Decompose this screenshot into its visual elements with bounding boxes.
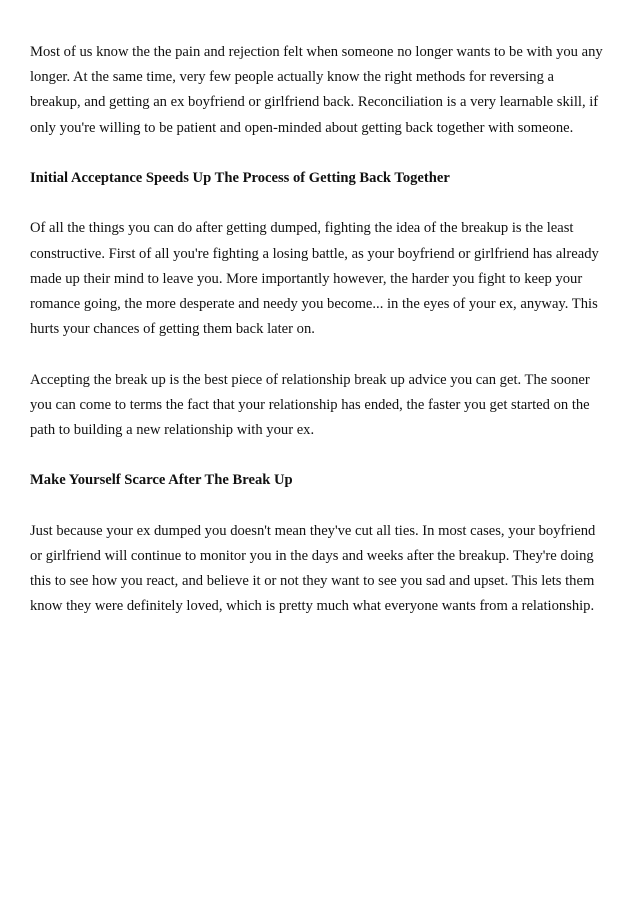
paragraph-intro: Most of us know the the pain and rejection felt when someone no longer wants to be with you any longer. At the same time, very few people actually know the right methods for reversing a breakup, and getting an ex boyfriend or girlfriend back. Reconciliation is a very learnable skill, if only you're willing to be patient and open-minded about getting back together with someone. xyxy=(30,44,603,136)
paragraph-fighting-breakup: Of all the things you can do after getting dumped, fighting the idea of the breakup is the least constructive. First of all you're fighting a losing battle, as your boyfriend or girlfriend has already made up their mind to leave you. More importantly however, the harder you fight to keep your romance going, the more desperate and needy you become... in the eyes of your ex, anyway. This hurts your chances of getting them back later on. xyxy=(30,220,599,338)
section-heading-scarce: Make Yourself Scarce After The Break Up xyxy=(30,472,293,489)
paragraph-accepting-breakup: Accepting the break up is the best piece of relationship break up advice you can get. The sooner you can come to terms the fact that your relationship has ended, the faster you get started on the path to building a new relationship with your ex. xyxy=(30,371,590,438)
paragraph-monitoring: Just because your ex dumped you doesn't mean they've cut all ties. In most cases, your boyfriend or girlfriend will continue to monitor you in the days and weeks after the breakup. They're doing this to see how you react, and believe it or not they want to see you sad and upset. This lets them know they were definitely loved, which is pretty much what everyone wants from a relationship. xyxy=(30,522,596,615)
document-body xyxy=(30,40,608,645)
section-heading-acceptance: Initial Acceptance Speeds Up The Process of Getting Back Together xyxy=(30,170,450,186)
